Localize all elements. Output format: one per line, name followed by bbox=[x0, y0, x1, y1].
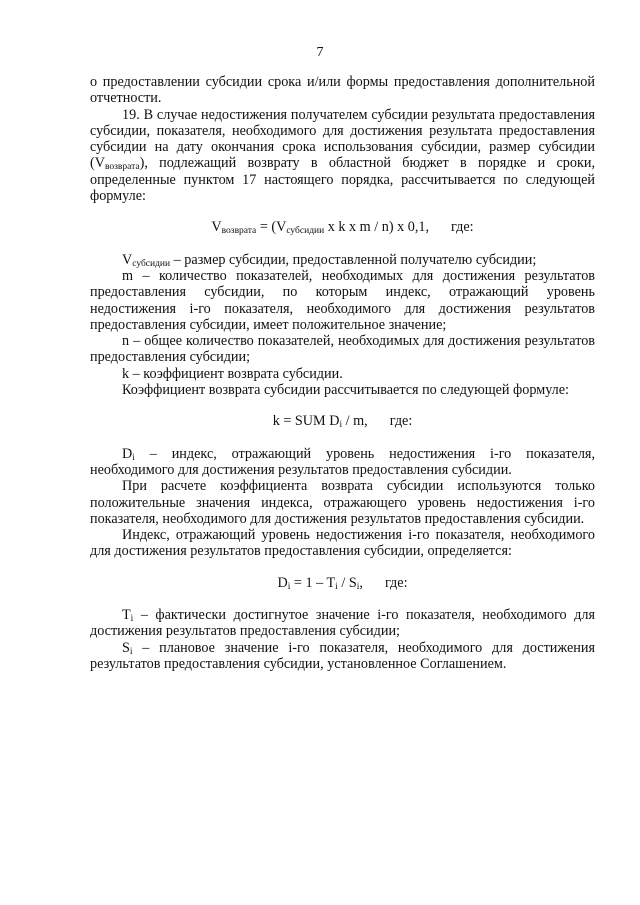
paragraph-continuation: о предоставлении субсидии срока и/или формы предоставления дополнительной отчетности. bbox=[90, 74, 595, 107]
document-body bbox=[90, 74, 595, 672]
formula-d: $D_i = 1 - T_i / S_i$, где: bbox=[277, 574, 408, 592]
formula-k: k = SUM $D_i$ / m, где: bbox=[272, 413, 413, 431]
definition-s: $S_i$ – плановое значение i-го показателя, необходимого для достижения результатов предоставления субсидии, установленное Соглашением. bbox=[90, 639, 595, 672]
definition-v-subsidy: $V_{субсидии}$ – размер субсидии, предоставленной получателю субсидии; bbox=[122, 251, 537, 269]
paragraph-positive-values: При расчете коэффициента возврата субсидии используются только положительные значения индекса, отражающего уровень недостижения i-го показателя, необходимого для достижения результатов предоставления субсидии. bbox=[90, 478, 595, 527]
paragraph-index: Индекс, отражающий уровень недостижения i-го показателя, необходимого для достижения результатов предоставления субсидии, определяется: bbox=[90, 527, 595, 560]
definition-n: n – общее количество показателей, необходимых для достижения результатов предоставления субсидии; bbox=[90, 333, 595, 366]
definition-k: k – коэффициент возврата субсидии. bbox=[122, 365, 343, 382]
paragraph-19: 19. В случае недостижения получателем субсидии результата предоставления субсидии, показателя, необходимого для достижения результата предоставления субсидии на дату окончания срока использования субсидии, размер субсидии $(V_{возврата})$, подлежащий возврату в областной бюджет в порядке и сроки, определенные пунктом 17 настоящего порядка, рассчитывается по следующей формуле: bbox=[90, 106, 595, 205]
definition-t: $T_i$ – фактически достигнутое значение i-го показателя, необходимого для достижения результатов предоставления субсидии; bbox=[90, 607, 595, 640]
paragraph-coefficient: Коэффициент возврата субсидии рассчитывается по следующей формуле: bbox=[122, 382, 569, 399]
formula-v-return: $V_{возврата} = (V_{субсидии}$ x k x m / n) x 0,1, где: bbox=[211, 219, 474, 237]
page-number: 7 bbox=[316, 45, 324, 60]
definition-m: m – количество показателей, необходимых для достижения результатов предоставления субсидии, по которым индекс, отражающий уровень недостижения i-го показателя, необходимого для достижения результатов предоставления субсидии, имеет положительное значение; bbox=[90, 267, 595, 333]
definition-d: $D_i$ – индекс, отражающий уровень недостижения i-го показателя, необходимого для достижения результатов предоставления субсидии. bbox=[90, 445, 595, 478]
